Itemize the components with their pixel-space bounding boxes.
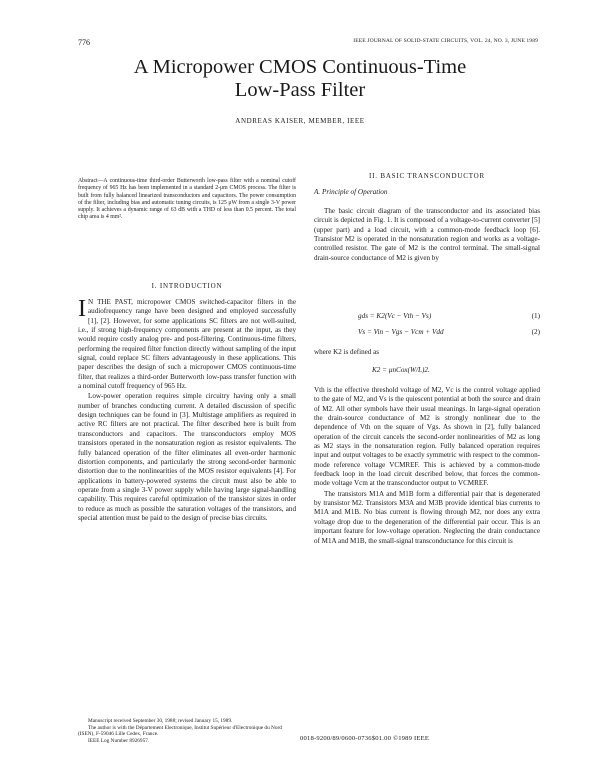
section-2-paragraphs: [314, 386, 540, 546]
title-line-2: Low-Pass Filter: [234, 79, 366, 101]
equation-3: [314, 366, 540, 378]
drop-cap: I: [78, 296, 86, 322]
equation-1: [314, 312, 540, 324]
introduction-body: [78, 298, 296, 523]
section-2-heading: II. BASIC TRANSCONDUCTOR: [369, 172, 485, 180]
section-2-paragraph-3: The transistors M1A and M1B form a differential pair that is degenerated by transistor M2. Transistors M3A and M3B provide identical bias currents to M1A and M1B. No bias current is flowing through M2, nor does any extra voltage drop due to the degeneration of the differential pair occur. This is an important feature for low-voltage operation. Neglecting the drain conductance of M1A and M1B, the small-signal transconductance for this circuit is: [314, 489, 540, 545]
equation-1-body: gds = K2(Vc − Vth − Vs): [358, 312, 432, 320]
intro-paragraph-1: I N THE PAST, micropower CMOS switched-capacitor filters in the audiofrequency range have been designed and employed successfully [1], [2]. However, for some applications SC filters are not well-suited, i.e., if strong high-frequency components are present at the input, as they would require costly analog pre- and post-filtering. Continuous-time filters, performing the required filter function directly without sampling of the input signal, could replace SC filters advantageously in these applications. This paper describes the design of such a micropower CMOS continuous-time filter, that realizes a third-order Butterworth low-pass transfer function with a nominal cutoff frequency of 965 Hz.: [78, 296, 296, 391]
author-line: ANDREAS KAISER, MEMBER, IEEE: [235, 117, 365, 125]
paper-title: [60, 56, 540, 102]
footnote-received: Manuscript received September 30, 1988; revised January 15, 1989.: [88, 718, 233, 724]
equation-2-number: (2): [531, 328, 540, 336]
footnote-log-number: IEEE Log Number 8926957.: [88, 737, 150, 744]
abstract: Abstract—A continuous-time third-order Butterworth low-pass filter with a nominal cutoff frequency of 965 Hz has been implemented in a standard 2-μm CMOS process. The filter is built from fully balanced linearized transconductors and capacitors. The power consumption of the filter, including bias and automatic tuning circuits, is 125 μW from a single 3-V power supply. It achieves a dynamic range of 63 dB with a THD of less than 0.5 percent. The total chip area is 4 mm².: [78, 178, 296, 221]
intro-paragraph-2: Low-power operation requires simple circuitry having only a small number of branches conducting current. A detailed discussion of specific design techniques can be found in [3]. Multistage amplifiers as required in active RC filters are not practical. The filter described here is built from transconductors and capacitors. The transconductors employ MOS transistors operated in the nonsaturation region as resistor equivalents. The fully balanced operation of the filter eliminates all even-order harmonic distortion components, and particularly the strong second-order harmonic distortion due to the nonlinearities of the MOS resistor equivalents [4]. For applications in battery-powered systems the circuit must also be able to operate from a single 3-V power supply while having large signal-handling capability. This requires careful optimization of the transistor sizes in order to reduce as much as possible the saturation voltages of the transistors, and special attention must be paid to the design of precise bias circuits.: [78, 392, 296, 522]
footnote-affiliation: The author is with the Département Electronique, Institut Supérieur d'Electronique du Nord (ISEN), F-59046 Lille Cedex, France.: [78, 724, 282, 738]
journal-header: IEEE JOURNAL OF SOLID-STATE CIRCUITS, VOL. 24, NO. 3, JUNE 1989: [353, 38, 538, 44]
where-clause: where K2 is defined as: [314, 348, 380, 356]
title-line-1: A Micropower CMOS Continuous-Time: [133, 56, 467, 78]
section-2-paragraph-1: The basic circuit diagram of the transconductor and its associated bias circuit is depicted in Fig. 1. It is composed of a voltage-to-current converter [5] (upper part) and a load circuit, with a common-mode feedback loop [6]. Transistor M2 is operated in the nonsaturation region and works as a voltage-controlled resistor. The gate of M2 is the control terminal. The small-signal drain-source conductance of M2 is given by: [314, 207, 540, 262]
equation-2-body: Vs = Vin − Vgs − Vcm + Vdd: [358, 328, 444, 336]
equation-2: [314, 328, 540, 340]
section-1-heading: I. INTRODUCTION: [151, 282, 223, 290]
subsection-heading: A. Principle of Operation: [314, 188, 388, 196]
document-id: 0018-9200/89/0600-0736$01.00 ©1989 IEEE: [300, 735, 430, 742]
equation-3-body: K2 = μnCox(W/L)2.: [372, 366, 430, 374]
footnote: [78, 718, 296, 744]
equation-1-number: (1): [531, 312, 540, 320]
page-number: 776: [78, 38, 90, 47]
section-2-paragraph-2: Vth is the effective threshold voltage of M2, Vc is the control voltage applied to the gate of M2, and Vs is the quiescent potential at both the source and drain of M2. All other symbols have their usual meanings. In large-signal operation the drain-source conductance of M2 is strongly nonlinear due to the dependence of Vth on the square of Vgs. As shown in [2], fully balanced operation of the circuit cancels the second-order nonlinearities of M2 as long as M2 stays in the nonsaturation region. Fully balanced operation requires input and output voltages to be exactly symmetric with respect to the common-mode reference voltage VCMREF. This is achieved by a common-mode feedback loop in the load circuit described below, that forces the common-mode voltage Vcm at the transconductor output to VCMREF.: [314, 386, 540, 488]
